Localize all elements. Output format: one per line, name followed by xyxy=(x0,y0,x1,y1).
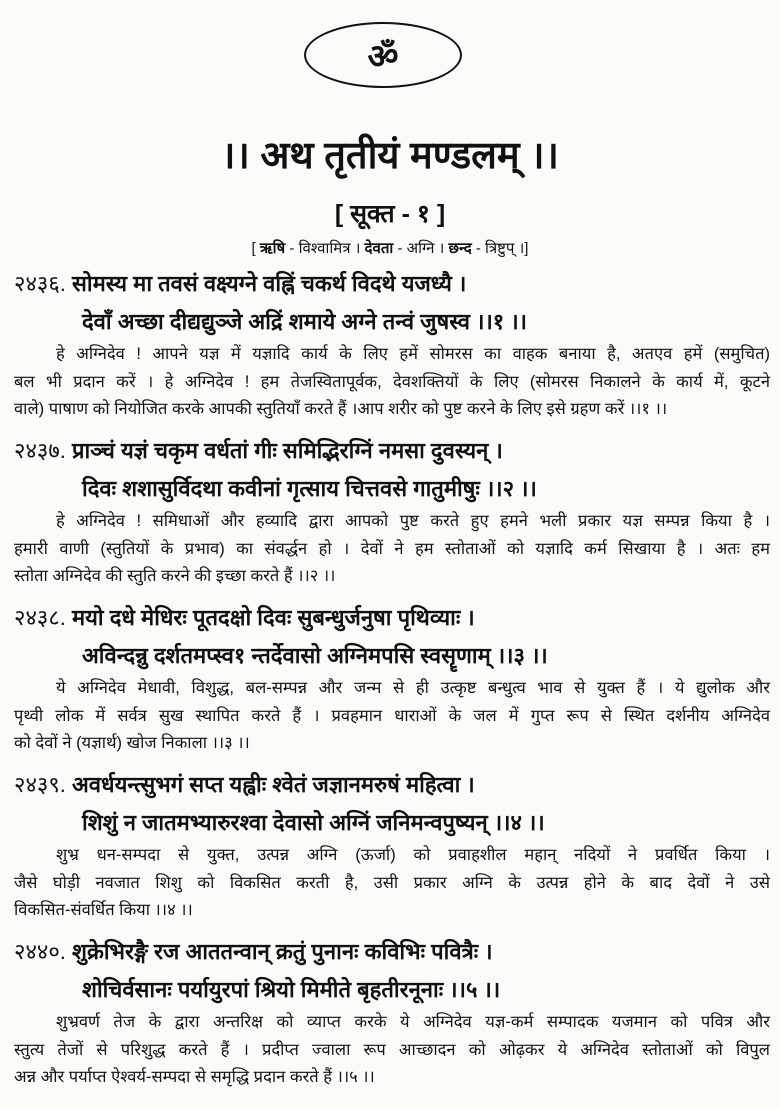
translation-line: पृथ्वी लोक में सर्वत्र सुख स्थापित करते हैं । प्रवहमान धाराओं के जल में गुप्त रूप से स्थित दर्शनीय अग्निदेव xyxy=(14,706,770,725)
om-symbol: ॐ xyxy=(367,38,399,76)
verse-number: २४३९. xyxy=(14,772,66,797)
verse-line-1 xyxy=(14,933,770,971)
translation-line: वाले) पाषाण को नियोजित करके आपकी स्तुतियाँ करते हैं ।आप शरीर को पुष्ट करने के लिए इसे ग्रहण करें ।।१ ।। xyxy=(14,400,668,419)
translation-line: को देवों ने (यज्ञार्थ) खोज निकाला ।।३ ।। xyxy=(14,734,250,753)
page-title: ।। अथ तृतीयं मण्डलम् ।। xyxy=(221,135,559,177)
meta-open: [ xyxy=(251,240,260,257)
translation-line: स्तुत्य तेजों से परिशुद्ध करते हैं । प्रदीप्त ज्वाला रूप आच्छादन को ओढ़कर ये अग्निदेव स्तोताओं को विपुल xyxy=(14,1040,770,1059)
verse-line-2: अविन्दन्नु दर्शतमप्स्व१ न्तर्देवासो अग्निमपसि स्वसॄणाम् ।।३ ।। xyxy=(82,643,548,668)
verse-line-1 xyxy=(14,599,770,637)
translation-line: हे अग्निदेव ! समिधाओं और हव्यादि द्वारा आपको पुष्ट करते हुए हमने भली प्रकार यज्ञ सम्पन्न किया है । xyxy=(56,512,770,530)
verse-translation xyxy=(14,508,770,591)
rishi-label: ऋषि xyxy=(259,240,286,257)
translation-line: विकसित-संवर्धित किया ।।४ ।। xyxy=(14,901,193,920)
verse-number: २४४०. xyxy=(14,939,66,964)
verse-number: २४३७. xyxy=(14,438,66,463)
verse-number: २४३८. xyxy=(14,605,66,630)
devata-value: - अग्नि । xyxy=(393,240,449,257)
verse-section xyxy=(14,265,770,432)
verse-line-2: शोचिर्वसानः पर्यायुरपां श्रियो मिमीते बृहतीरनूनाः ।।५ ।। xyxy=(82,977,501,1002)
verse-translation xyxy=(14,675,770,758)
verse-section xyxy=(14,933,770,1100)
rishi-value: - विश्वामित्र । xyxy=(285,240,365,257)
chhanda-value: - त्रिष्टुप् ।] xyxy=(471,240,529,257)
verse-translation xyxy=(14,842,770,925)
verse-translation xyxy=(14,341,770,424)
translation-line: स्तोता अग्निदेव की स्तुति करने की इच्छा करते हैं ।।२ ।। xyxy=(14,567,336,586)
verse-line-2: देवाँ अच्छा दीद्यद्युञ्जे अद्रिं शमाये अग्ने तन्वं जुषस्व ।।१ ।। xyxy=(82,309,528,334)
translation-line: शुभ्रवर्ण तेज के द्वारा अन्तरिक्ष को व्याप्त करके ये अग्निदेव यज्ञ-कर्म सम्पादक यजमान को पवित्र और xyxy=(56,1013,770,1031)
verse-number: २४३६. xyxy=(14,271,66,296)
verse-translation xyxy=(14,1009,770,1092)
translation-line: ये अग्निदेव मेधावी, विशुद्ध, बल-सम्पन्न और जन्म से ही उत्कृष्ट बन्धुत्व भाव से युक्त हैं । ये द्युलोक और xyxy=(56,679,770,697)
verse-section xyxy=(14,766,770,933)
sukta-heading: [ सूक्त - १ ] xyxy=(334,200,446,228)
verse-line-1 xyxy=(14,766,770,804)
verse-text: अवर्धयन्त्सुभगं सप्त यह्वीः श्वेतं जज्ञानमरुषं महित्वा । xyxy=(72,772,475,797)
verse-line-2: शिशुं न जातमभ्यारुरश्वा देवासो अग्निं जनिमन्वपुष्यन् ।।४ ।। xyxy=(82,810,545,835)
verse-text: सोमस्य मा तवसं वक्ष्यग्ने वह्निं चकर्थ विदथे यजध्यै । xyxy=(72,271,467,296)
om-emblem xyxy=(304,22,462,88)
verse-line-1 xyxy=(14,432,770,470)
verses-body xyxy=(14,265,770,1100)
translation-line: हमारी वाणी (स्तुतियों के प्रभाव) का संवर्द्धन हो । देवों ने हम स्तोताओं को यज्ञादि कर्म सिखाया है । अतः हम xyxy=(14,539,770,558)
translation-line: जैसे घोड़ी नवजात शिशु को विकसित करती है, उसी प्रकार अग्नि के उत्पन्न होने के बाद देवों ने उसे xyxy=(14,873,770,892)
translation-line: बल भी प्रदान करें । हे अग्निदेव ! हम तेजस्वितापूर्वक, देवशक्तियों के लिए (सोमरस निकालने के कार्य में, कूटने xyxy=(14,372,770,391)
translation-line: शुभ्र धन-सम्पदा से युक्त, उत्पन्न अग्नि (ऊर्जा) को प्रवाहशील महान् नदियों ने प्रवर्धित किया । xyxy=(56,846,770,864)
verse-line-2: दिवः शशासुर्विदथा कवीनां गृत्साय चित्तवसे गातुमीषुः ।।२ ।। xyxy=(82,476,537,501)
verse-text: मयो दधे मेधिरः पूतदक्षो दिवः सुबन्धुर्जनुषा पृथिव्याः । xyxy=(72,605,475,630)
verse-text: प्राञ्चं यज्ञं चकृम वर्धतां गीः समिद्भिरग्निं नमसा दुवस्यन् । xyxy=(72,438,503,463)
verse-text: शुक्रेभिरङ्गै रज आततन्वान् क्रतुं पुनानः कविभिः पवित्रैः । xyxy=(72,939,493,964)
sukta-meta xyxy=(0,238,780,258)
verse-line-1 xyxy=(14,265,770,303)
translation-line: अन्न और पर्याप्त ऐश्वर्य-सम्पदा से समृद्धि प्रदान करते हैं ।।५ ।। xyxy=(14,1068,375,1087)
translation-line: हे अग्निदेव ! आपने यज्ञ में यज्ञादि कार्य के लिए हमें सोमरस का वाहक बनाया है, अतएव हमें (समुचित) xyxy=(56,345,770,363)
verse-section xyxy=(14,432,770,599)
chhanda-label: छन्द xyxy=(448,240,472,257)
devata-label: देवता xyxy=(364,240,394,257)
verse-section xyxy=(14,599,770,766)
